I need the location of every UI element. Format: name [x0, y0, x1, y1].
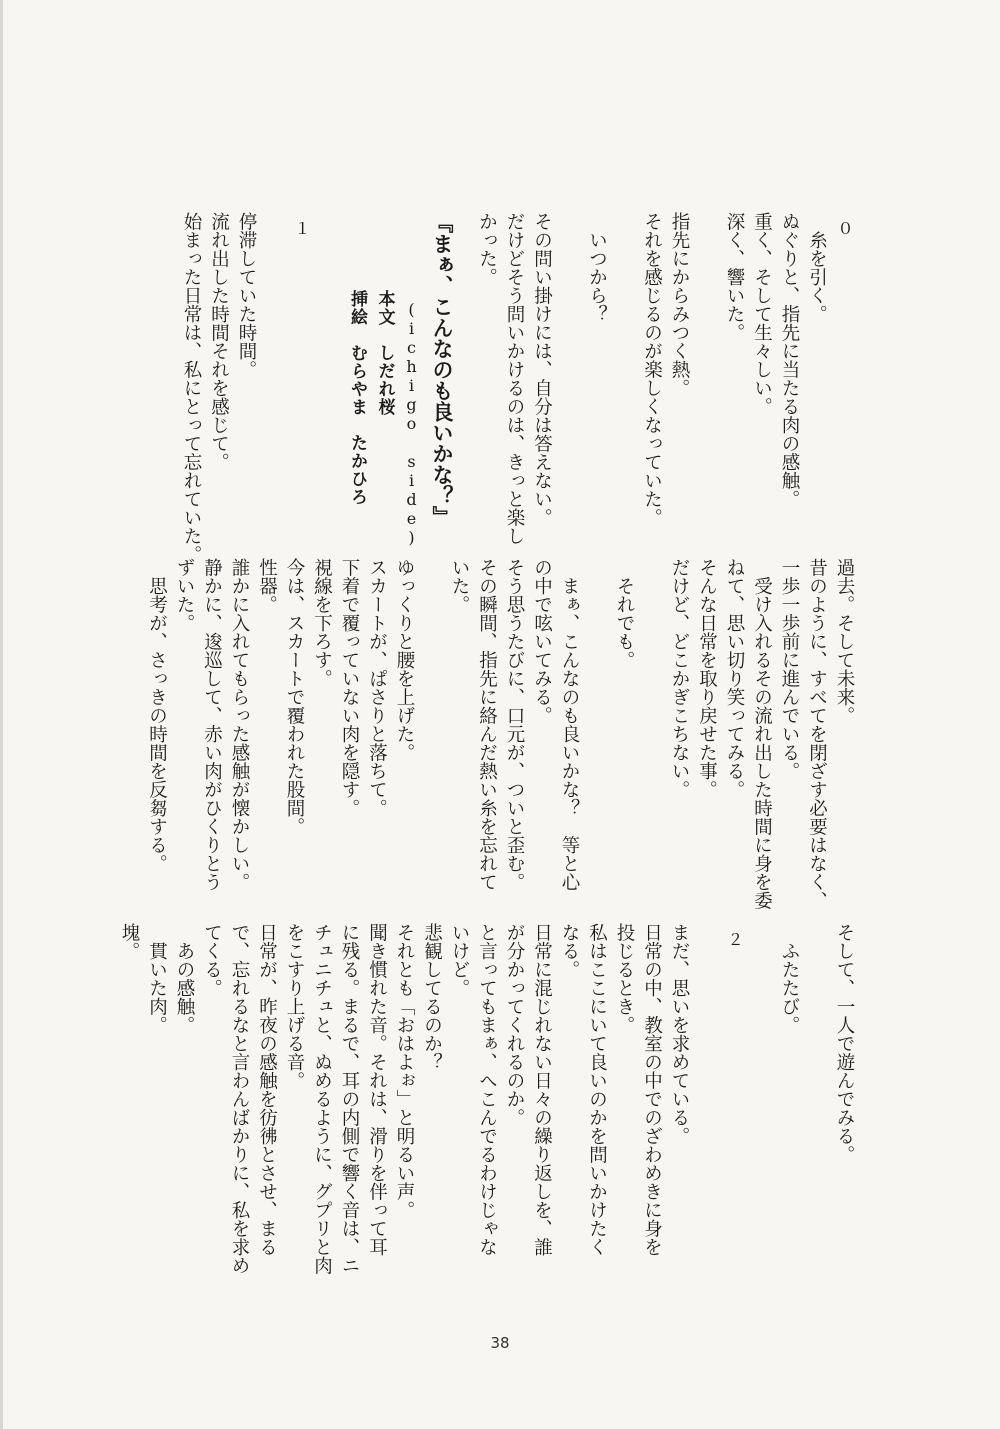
spacer: [803, 923, 831, 1273]
spacer: [693, 923, 721, 1273]
spacer: [638, 558, 666, 878]
section-number-1: １: [292, 220, 311, 236]
text-line: その瞬間、指先に絡んだ熱い糸を忘れて: [476, 558, 498, 891]
spacer: [693, 212, 721, 522]
text-line: 糸を引く。: [806, 212, 828, 323]
text-line: 投じるとき。: [614, 923, 635, 1034]
text-line: 深く、響いた。: [724, 212, 745, 342]
spacer: [748, 923, 776, 1273]
text-line: と言ってもまぁ、へこんでるわけじゃな: [476, 923, 498, 1256]
text-line: その問い掛けには、自分は答えない。: [531, 212, 553, 527]
text-line: 貫いた肉。: [146, 923, 168, 1034]
story-title: 『まぁ、こんなのも良いかな？』: [430, 212, 454, 527]
text-line: チュニチュと、ぬめるように、グプリと肉: [311, 923, 333, 1275]
text-line: スカートが、ぱさりと落ちて。: [366, 558, 388, 817]
text-line: 停滞していた時間。: [236, 212, 257, 379]
spacer: [315, 212, 343, 522]
text-line: それでも。: [614, 558, 635, 669]
page-number: 38: [490, 1334, 510, 1352]
text-line: 日常が、昨夜の感触を彷彿とさせ、まる: [256, 923, 278, 1256]
spacer: [611, 212, 639, 522]
text-line: てくる。: [201, 923, 223, 997]
page-edge-shadow: [0, 0, 3, 1429]
credit-illustration: 挿絵 むらやま たかひろ: [347, 290, 367, 506]
spacer: [556, 212, 584, 522]
spacer: [459, 212, 473, 522]
text-line: 流れ出した時間それを感じて。: [208, 212, 230, 471]
text-line: いた。: [449, 558, 470, 614]
text-line: 塊。: [119, 923, 140, 960]
text-line: まぁ、こんなのも良いかな？ 等と心: [559, 558, 580, 891]
text-line: いつから？: [586, 212, 608, 323]
text-line: そして、一人で遊んでみる。: [834, 923, 855, 1164]
text-line: 静かに、逡巡して、赤い肉がひくりとう: [201, 558, 223, 891]
section-number-2: ２: [725, 931, 744, 947]
text-line: に残る。まるで、耳の内側で響く音は、ニ: [339, 923, 360, 1275]
text-line: ねて、思い切り笑ってみる。: [724, 558, 745, 799]
spacer: [583, 558, 611, 878]
story-subtitle: (ichigo side): [402, 300, 421, 547]
text-line: 昔のように、すべてを閉ざす必要はなく、: [806, 558, 828, 910]
text-line: 聞き慣れた音。それは、滑りを伴って耳: [366, 923, 388, 1256]
text-line: 誰かに入れてもらった感触が懐かしい。: [229, 558, 250, 891]
text-line: 視線を下ろす。: [311, 558, 333, 688]
text-line: 受け入れるその流れ出した時間に身を委: [751, 558, 773, 910]
text-line: いけど。: [449, 923, 470, 997]
text-band-bottom: [119, 923, 858, 1275]
text-band-middle: [146, 558, 858, 910]
spacer: [260, 212, 288, 522]
text-line: 下着で覆っていない肉を隠す。: [339, 558, 360, 817]
text-line: ふたたび。: [779, 923, 800, 1034]
text-line: そう思うたびに、口元が、ついと歪む。: [504, 558, 525, 891]
text-line: をこすり上げる音。: [284, 923, 305, 1090]
text-line: 性器。: [256, 558, 278, 614]
text-line: 始まった日常は、私にとって忘れていた。: [181, 212, 202, 564]
text-line: 私はここにいて良いのかを問いかけたく: [586, 923, 608, 1256]
text-line: ゆっくりと腰を上げた。: [394, 558, 415, 762]
text-line: なる。: [559, 923, 580, 979]
text-line: の中で呟いてみる。: [531, 558, 553, 725]
text-line: で、忘れるなと言わんばかりに、私を求め: [229, 923, 250, 1275]
text-line: まだ、思いを求めている。: [669, 923, 690, 1145]
credit-text: 本文 しだれ桜: [374, 290, 395, 416]
section-number-0: ０: [835, 220, 854, 236]
text-line: それとも「おはよぉ」と明るい声。: [394, 923, 415, 1219]
text-line: かった。: [476, 212, 498, 286]
text-line: ぬぐりと、指先に当たる肉の感触。: [779, 212, 800, 508]
text-line: 一歩一歩前に進んでいる。: [779, 558, 800, 780]
text-line: だけどそう問いかけるのは、きっと楽し: [504, 212, 525, 545]
text-line: 思考が、さっきの時間を反芻する。: [146, 558, 168, 873]
text-line: 過去。そして未来。: [834, 558, 855, 725]
text-band-top: [153, 212, 858, 564]
text-line: 指先にからみつく熱。: [669, 212, 690, 397]
text-line: ずいた。: [174, 558, 195, 632]
text-line: それを感じるのが楽しくなっていた。: [641, 212, 663, 527]
text-line: 悲観してるのか？: [421, 923, 443, 1071]
text-line: 日常の中、教室の中でのざわめきに身を: [641, 923, 663, 1256]
text-line: が分かってくれるのか。: [504, 923, 525, 1127]
text-line: 今は、スカートで覆われた股間。: [284, 558, 305, 836]
text-line: あの感触。: [174, 923, 195, 1034]
text-line: そんな日常を取り戻せた事。: [696, 558, 718, 799]
text-line: 日常に混じれない日々の繰り返しを、誰: [531, 923, 553, 1256]
text-line: 重く、そして生々しい。: [751, 212, 773, 416]
text-line: だけど、どこかぎこちない。: [669, 558, 690, 799]
spacer: [418, 558, 446, 878]
